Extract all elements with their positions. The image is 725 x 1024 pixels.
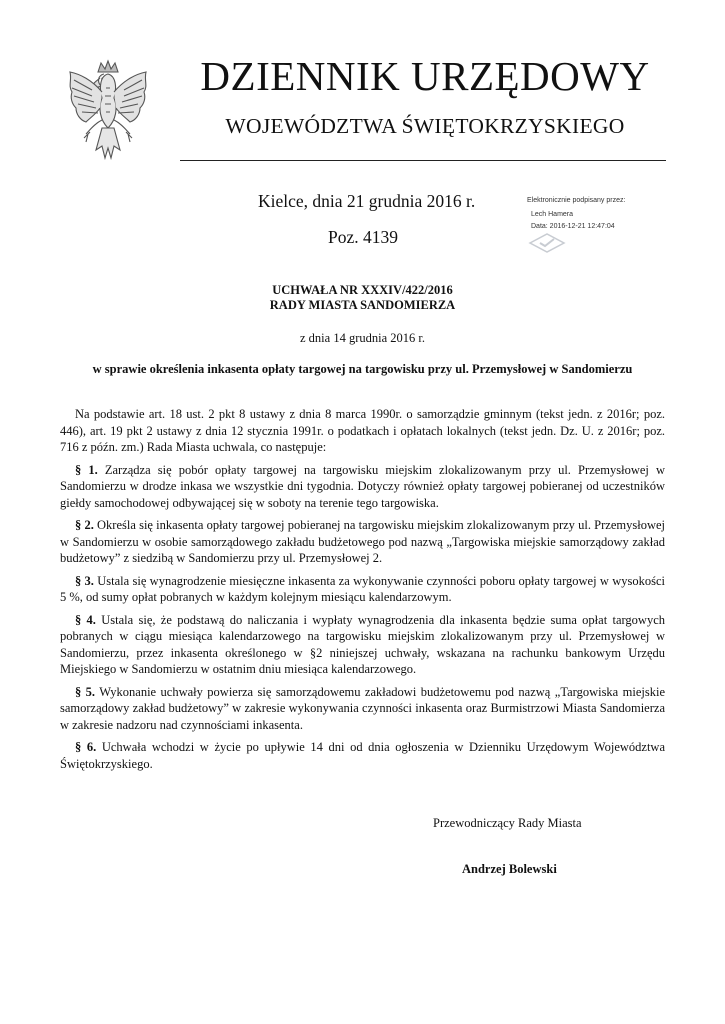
section-text: Ustala się, że podstawą do naliczania i wypłaty wynagrodzenia dla inkasenta będzie suma opłat targowych pobranych w ciągu miesiąca kalendarzowego na targowisku miejskim zlokalizowanym przy ul. Przemysłowej w Sandomierzu, przez inkasenta określonego w §2 niniejszej uchwały, wskazana na rachunku bankowym Urzędu Miejskiego w Sandomierzu w ostatnim dniu miesiąca kalendarzowego. [60, 612, 666, 676]
section-6 [60, 739, 665, 772]
resolution-date: z dnia 14 grudnia 2016 r. [300, 331, 425, 345]
resolution-body: RADY MIASTA SANDOMIERZA [269, 298, 456, 312]
resolution-content [60, 406, 665, 778]
section-3 [60, 573, 665, 606]
section-2 [60, 517, 665, 567]
resolution-subject: w sprawie określenia inkasenta opłaty targowej na targowisku przy ul. Przemysłowej w Sandomierzu [92, 362, 633, 376]
section-number: § 6. [75, 740, 97, 754]
chairman-title: Przewodniczący Rady Miasta [433, 816, 582, 830]
signature-date: Data: 2016-12-21 12:47:04 [531, 223, 615, 230]
signature-label: Elektronicznie podpisany przez: [527, 197, 626, 204]
journal-title: DZIENNIK URZĘDOWY [200, 53, 650, 99]
section-text: Określa się inkasenta opłaty targowej pobieranej na targowisku miejskim zlokalizowanym przy ul. Przemysłowej w Sandomierzu w osobie samorządowego zakładu budżetowego pod nazwą „Targowiska miejskie samorządowy zakład budżetowy” z siedzibą w Sandomierzu przy ul. Przemysłowej 2. [60, 518, 665, 565]
section-4 [60, 612, 665, 678]
section-number: § 4. [75, 612, 96, 627]
section-text: Zarządza się pobór opłaty targowej na targowisku miejskim zlokalizowanym przy ul. Przemysłowej w Sandomierzu w drodze inkasa we wszystkie dni tygodnia. Dotyczy również opłaty targowej pobieranej od uczestników giełdy samochodowej odbywającej się w soboty na terenie tego targowiska. [60, 462, 666, 510]
section-number: § 5. [75, 684, 96, 699]
section-number: § 1. [75, 462, 98, 477]
section-5 [60, 684, 665, 734]
chairman-name: Andrzej Bolewski [462, 862, 557, 876]
preamble: Na podstawie art. 18 ust. 2 pkt 8 ustawy z dnia 8 marca 1990r. o samorządzie gminnym (tekst jedn. z 2016r; poz. 446), art. 19 pkt 2 ustawy z dnia 12 stycznia 1991r. o podatkach i opłatach lokalnych (tekst jedn. Dz. U. z 2016r; poz. 716 z późn. zm.) Rada Miasta uchwala, co następuje: [60, 407, 665, 454]
signature-name: Lech Hamera [531, 211, 574, 218]
journal-subtitle: WOJEWÓDZTWA ŚWIĘTOKRZYSKIEGO [225, 114, 625, 138]
section-text: Ustala się wynagrodzenie miesięczne inkasenta za wykonywanie czynności poboru opłaty targowej w wysokości 5 %, od sumy opłat pobranych w każdym kolejnym miesiącu kalendarzowym. [60, 573, 665, 604]
publication-place-date: Kielce, dnia 21 grudnia 2016 r. [258, 191, 476, 211]
publication-position: Poz. 4139 [328, 227, 398, 247]
signature-check-icon [528, 232, 566, 254]
section-text: Wykonanie uchwały powierza się samorządowemu zakładowi budżetowemu pod nazwą „Targowiska miejskie samorządowy zakład budżetowy” w zakresie wykonywania czynności inkasenta oraz Burmistrzowi Miasta Sandomierza w zakresie nadzoru nad czynnościami inkasenta. [60, 684, 665, 732]
section-number: § 2. [75, 518, 94, 532]
section-1 [60, 462, 665, 512]
polish-eagle-emblem-icon [62, 58, 154, 168]
resolution-number: UCHWAŁA NR XXXIV/422/2016 [272, 283, 453, 297]
header-divider [180, 160, 666, 161]
section-number: § 3. [75, 573, 94, 588]
section-text: Uchwała wchodzi w życie po upływie 14 dni od dnia ogłoszenia w Dzienniku Urzędowym Województwa Świętokrzyskiego. [60, 740, 666, 771]
